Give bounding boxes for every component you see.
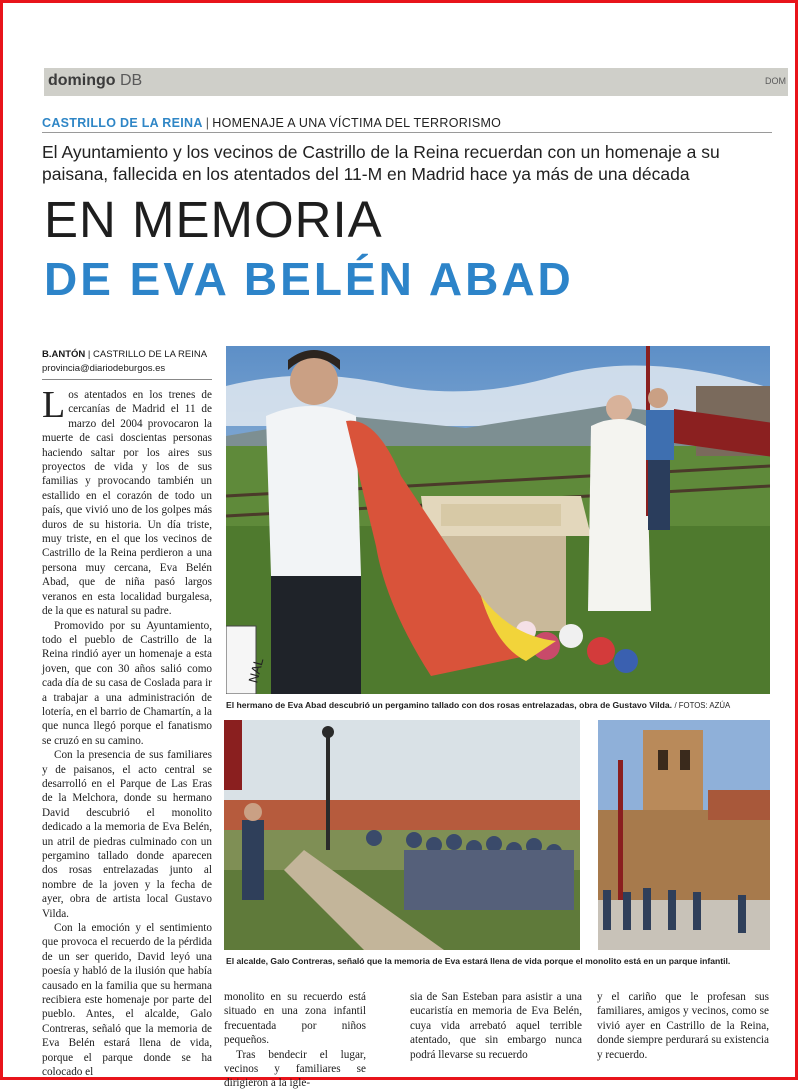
section-header-right: DOM xyxy=(765,76,786,86)
kicker xyxy=(42,116,772,133)
column-2-text-b: Tras bendecir el lugar, vecinos y familiares se dirigieron a la igle- xyxy=(224,1048,366,1090)
headline-line-1: EN MEMORIA xyxy=(44,191,383,248)
church-photo-illustration xyxy=(598,720,770,950)
kicker-topic: HOMENAJE A UNA VÍCTIMA DEL TERRORISMO xyxy=(212,116,502,130)
paragraph-3: Con la presencia de sus familiares y de paisanos, el acto central se desarrolló en el Parque de Las Eras de la Melchora, donde su hermano David descubrió el monolito dedicado a la memoria de Eva Belén, un atril de piedras culminado con un pergamino tallado donde aparecen dos rosas entrelazadas junto al nombre de la joven y la fecha de ayer, obra de artista local Gustavo Vilda. xyxy=(42,749,212,920)
byline-author: B.ANTÓN xyxy=(42,349,86,360)
section-header-bar xyxy=(44,68,788,96)
article-deck: El Ayuntamiento y los vecinos de Castrillo de la Reina recuerdan con un homenaje a su paisana, fallecida en los atentados del 11-M en Madrid hace ya más de una década xyxy=(42,142,720,184)
section-brand: domingo DB xyxy=(48,72,143,89)
crowd-photo xyxy=(224,720,580,950)
article-column-4 xyxy=(597,990,769,1062)
paragraph-4: Con la emoción y el sentimiento que provoca el recuerdo de la pérdida de un ser querido, David leyó una poesía y habló de la ilusión que había causado en la familia que su hermana recibiera este homenaje por parte del pueblo. Antes, el alcalde, Galo Contreras, señaló que la memoria de Eva Belén estará llena de vida, porque el parque donde se ha colocado el xyxy=(42,922,212,1079)
photo-sign-text: NAL xyxy=(245,656,267,685)
column-3-text: sia de San Esteban para asistir a una eucaristía en memoria de Eva Belén, cuya vida arrebató aquel terrible atentado, que sin embargo nunca podrá llevarse su recuerdo xyxy=(410,991,582,1061)
drop-cap: L xyxy=(42,384,66,426)
kicker-location: CASTRILLO DE LA REINA xyxy=(42,116,203,130)
article-column-1 xyxy=(42,384,212,1080)
byline-email: provincia@diariodeburgos.es xyxy=(42,363,166,374)
paragraph-2: Promovido por su Ayuntamiento, todo el pueblo de Castrillo de la Reina rindió ayer un homenaje a esta joven, que con 30 años salió como cada día de su casa de Coslada para ir a trabajar a una administración de lotería, en el barrio de Chamartín, a la que nunca llegó porque el fanatismo se cruzó en su camino. xyxy=(42,619,212,747)
main-photo-illustration xyxy=(226,346,770,694)
main-photo-caption: El hermano de Eva Abad descubrió un pergamino tallado con dos rosas entrelazadas, obra de Gustavo Vilda. / FOTOS: AZÚA xyxy=(226,700,731,710)
main-photo xyxy=(226,346,770,694)
byline-separator: | xyxy=(87,349,91,360)
byline-place: CASTRILLO DE LA REINA xyxy=(93,349,208,360)
kicker-separator: | xyxy=(205,116,210,130)
byline xyxy=(42,348,212,380)
article-column-3 xyxy=(410,990,582,1062)
column-4-text: y el cariño que le profesan sus familiares, amigos y vecinos, como se vivió ayer en Castrillo de la Reina, donde siempre perdurará su existencia y recuerdo. xyxy=(597,991,769,1061)
photo-credit: / FOTOS: AZÚA xyxy=(674,701,731,710)
crowd-photo-illustration xyxy=(224,720,580,950)
headline-line-2: DE EVA BELÉN ABAD xyxy=(44,253,574,305)
paragraph-1: Los atentados en los trenes de cercanías de Madrid el 11 de marzo del 2004 provocaron la muerte de casi doscientas personas haciendo saltar por los aires sus proyectos de vida y los de sus familias y provocando también un estallido en el corazón de todo un país, que vivió uno de los golpes más duros de su historia. Un día triste, muy triste, en el que los vecinos de Castrillo de la Reina perdieron a una persona muy cercana, Eva Belén Abad, que de niña pasó largos veranos en esta localidad burgalesa, de la que es natural su padre. xyxy=(42,384,212,618)
second-photo-caption: El alcalde, Galo Contreras, señaló que la memoria de Eva estará llena de vida porque el monolito está en un parque infantil. xyxy=(226,956,731,966)
church-photo xyxy=(598,720,770,950)
column-2-text: monolito en su recuerdo está situado en una zona infantil frecuentada por niños pequeños. xyxy=(224,991,366,1047)
article-column-2 xyxy=(224,990,366,1091)
